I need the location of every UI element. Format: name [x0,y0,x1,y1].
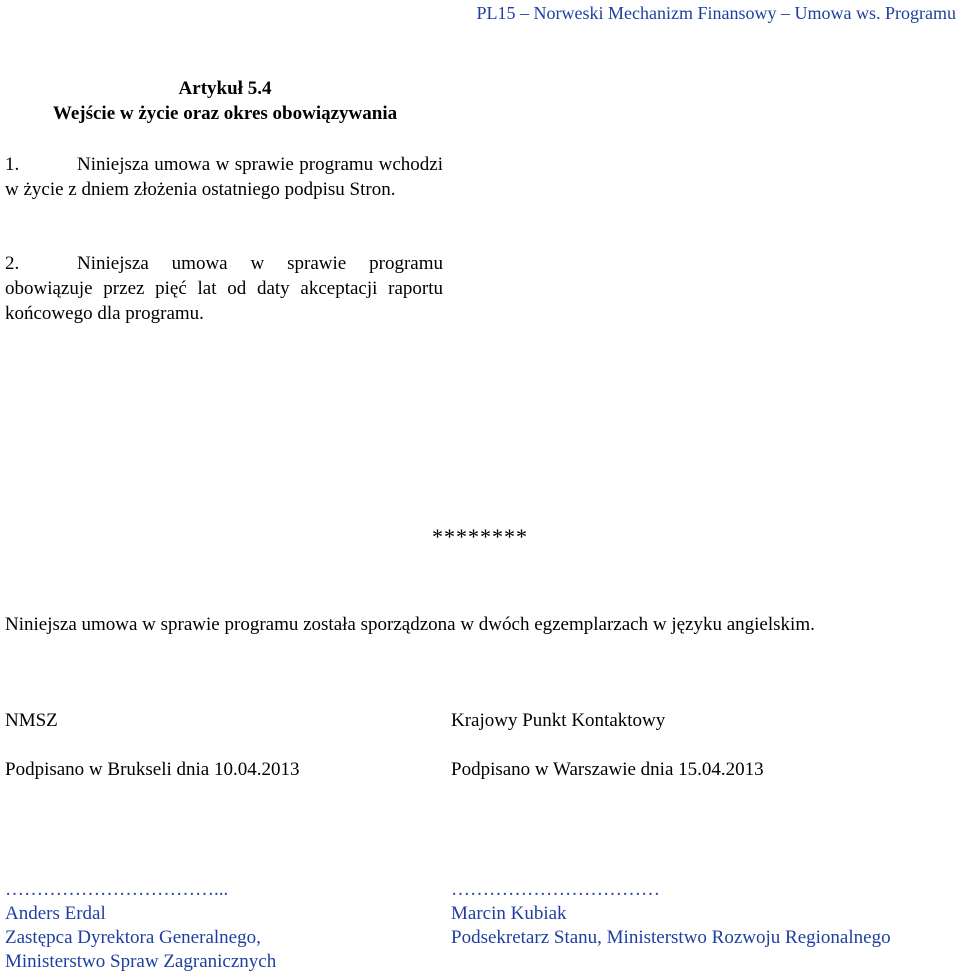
paragraph-2-text: Niniejsza umowa w sprawie programu obowiązuje przez pięć lat od daty akceptacji raportu końcowego dla programu. [5,253,443,324]
signature-block-right [451,878,891,950]
signature-block-left [5,878,276,974]
article-title: Wejście w życie oraz okres obowiązywania [52,103,398,124]
signatory-left-name: Anders Erdal [5,903,106,924]
article-heading [0,76,450,126]
paragraph-1 [5,152,443,202]
party-left-name: NMSZ [5,710,58,731]
signatory-right-name: Marcin Kubiak [451,903,567,924]
document-header: PL15 – Norweski Mechanizm Finansowy – Umowa ws. Programu [476,3,956,23]
signature-line-left: ……………………………... [5,879,229,900]
paragraph-2-number: 2. [5,253,20,274]
signature-line-right: …………………………… [451,879,660,900]
section-separator: ******** [432,524,528,549]
party-right-signed-place-date: Podpisano w Warszawie dnia 15.04.2013 [451,759,764,780]
paragraph-1-number: 1. [5,154,20,175]
paragraph-1-text: Niniejsza umowa w sprawie programu wchodzi w życie z dniem złożenia ostatniego podpisu Stron. [5,154,443,200]
signatory-right-title-line1: Podsekretarz Stanu, Ministerstwo Rozwoju Regionalnego [451,927,891,948]
closing-statement: Niniejsza umowa w sprawie programu została sporządzona w dwóch egzemplarzach w języku angielskim. [5,614,815,635]
party-left-signed-place-date: Podpisano w Brukseli dnia 10.04.2013 [5,759,300,780]
party-right-name: Krajowy Punkt Kontaktowy [451,710,666,731]
article-number: Artykuł 5.4 [178,78,272,99]
signatory-left-title-line1: Zastępca Dyrektora Generalnego, [5,927,261,948]
paragraph-2 [5,251,443,326]
signatory-left-title-line2: Ministerstwo Spraw Zagranicznych [5,951,277,972]
